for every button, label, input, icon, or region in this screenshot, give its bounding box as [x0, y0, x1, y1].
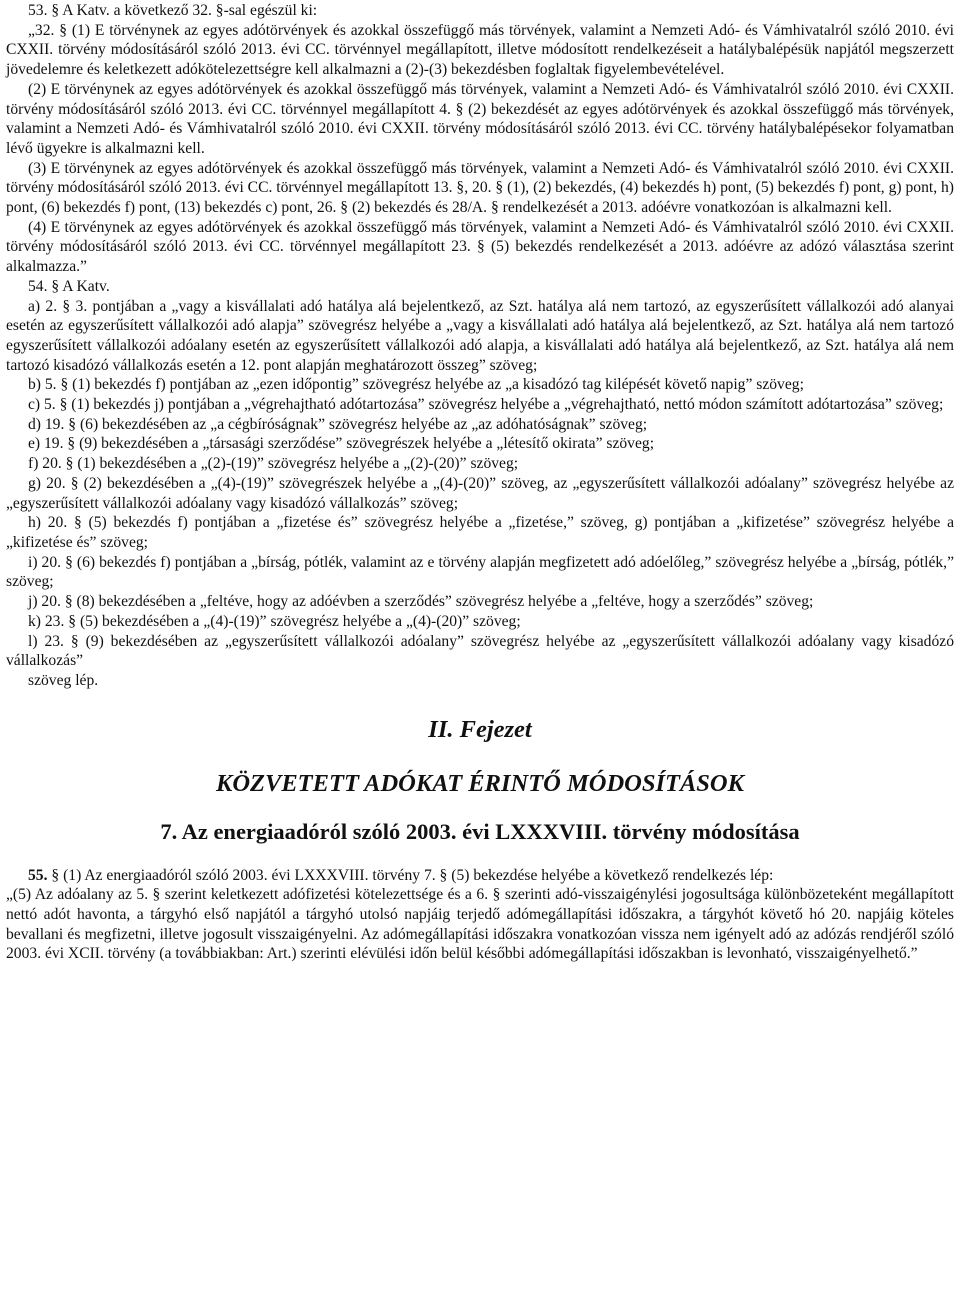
amendment-l: l) 23. § (9) bekezdésében az „egyszerűsített vállalkozói adóalany” szövegrész helyébe az „egyszerűsített vállalkozói adóalany vagy kisadózó vállalkozás” — [6, 632, 954, 670]
amendment-c: c) 5. § (1) bekezdés j) pontjában a „végrehajtható adótartozása” szövegrész helyébe a „végrehajtható, nettó módon számított adótartozása” szöveg; — [28, 396, 944, 414]
closing-phrase: szöveg lép. — [28, 671, 99, 689]
section-55-number: 55. — [28, 866, 48, 884]
section-54-heading: 54. § A Katv. — [28, 277, 110, 295]
section-55-body: „(5) Az adóalany az 5. § szerint keletkezett adófizetési kötelezettsége és a 6. § szerinti adó-visszaigénylési jogosultsága különbözeteként megállapított nettó adót havonta, a tárgyhó első napjától a tárgyhó utolsó napjáig terjedő adómegállapítási időszakra, a tárgyhót követő hó 20. napjáig köteles bevallani és megfizetni, illetve jogosult visszaigényelni. Az adómegállapítási időszakra vonatkozóan vissza nem igényelt adó az adózás rendjéről szóló 2003. évi XCII. törvény (a továbbiakban: Art.) szerinti elévülési időn belül későbbi adómegállapítási időszakban is levonható, visszaigényelhető.” — [6, 886, 954, 963]
section-55-heading — [6, 866, 954, 886]
amendment-j: j) 20. § (8) bekezdésében a „feltéve, hogy az adóévben a szerződés” szövegrész helyébe a „feltéve, hogy a szerződés” szöveg; — [28, 593, 814, 611]
act-title: 7. Az energiaadóról szóló 2003. évi LXXXVIII. törvény módosítása — [160, 818, 800, 844]
amendment-k: k) 23. § (5) bekezdésében a „(4)-(19)” szövegrész helyébe a „(4)-(20)” szöveg; — [28, 612, 521, 630]
chapter-title: KÖZVETETT ADÓKAT ÉRINTŐ MÓDOSÍTÁSOK — [216, 769, 744, 797]
section-32-paragraph-3: (3) E törvénynek az egyes adótörvények és azokkal összefüggő más törvények, valamint a Nemzeti Adó- és Vámhivatalról szóló 2010. évi CXXII. törvény módosításáról szóló 2013. évi CC. törvénnyel megállapított 13. §, 20. § (1), (2) bekezdés, (4) bekezdés h) pont, (5) bekezdés f) pont, g) pont, h) pont, (6) bekezdés f) pont, (13) bekezdés c) pont, 26. § (2) bekezdés és 28/A. § rendelkezését a 2013. adóévre vonatkozóan is alkalmazni kell. — [6, 159, 954, 217]
amendment-b: b) 5. § (1) bekezdés f) pontjában az „ezen időpontig” szövegrész helyébe az „a kisadózó tag kilépését követő napig” szöveg; — [28, 376, 804, 394]
amendment-g: g) 20. § (2) bekezdésében a „(4)-(19)” szövegrészek helyébe a „(4)-(20)” szöveg, az „egyszerűsített vállalkozói adóalany” szövegrész helyébe az „egyszerűsített vállalkozói adóalany vagy kisadózó vállalkozás” szöveg; — [6, 474, 954, 512]
section-55-heading-text: § (1) Az energiaadóról szóló 2003. évi LXXXVIII. törvény 7. § (5) bekezdése helyébe a következő rendelkezés lép: — [47, 866, 774, 884]
chapter-number: II. Fejezet — [428, 715, 532, 743]
amendment-h: h) 20. § (5) bekezdés f) pontjában a „fizetése és” szövegrész helyébe a „fizetése,” szöveg, g) pontjában a „kifizetése” szövegrész helyébe a „kifizetése és” szöveg; — [6, 514, 954, 551]
amendment-e: e) 19. § (9) bekezdésében a „társasági szerződése” szövegrészek helyébe a „létesítő okirata” szöveg; — [28, 435, 655, 453]
section-32-paragraph-1: „32. § (1) E törvénynek az egyes adótörvények és azokkal összefüggő más törvények, valamint a Nemzeti Adó- és Vámhivatalról szóló 2010. évi CXXII. törvény módosításáról szóló 2013. évi CC. törvénnyel megállapított, illetve módosított rendelkezéseit a hatálybalépésük napjától megszerzett jövedelemre és keletkezett adókötelezettségre kell alkalmazni a (2)-(3) bekezdésben foglaltak figyelembevételével. — [6, 21, 954, 79]
amendment-a: a) 2. § 3. pontjában a „vagy a kisvállalati adó hatálya alá bejelentkező, az Szt. hatálya alá nem tartozó, az egyszerűsített vállalkozói adó alanyai esetén az egyszerűsített vállalkozói adó alapja” szövegrész helyébe a „vagy a kisvállalati adó hatálya alá bejelentkező, az Szt. hatálya alá nem tartozó egyszerűsített vállalkozói adóalany esetén az egyszerűsített vállalkozói adó alapja, a kisvállalati adó hatálya alá bejelentkező, az Szt. hatálya alá nem tartozó kisadózó vállalkozás esetén a 12. pont alapján meghatározott összeg” szöveg; — [6, 297, 954, 374]
section-32-paragraph-4: (4) E törvénynek az egyes adótörvények és azokkal összefüggő más törvények, valamint a Nemzeti Adó- és Vámhivatalról szóló 2010. évi CXXII. törvény módosításáról szóló 2013. évi CC. törvénnyel megállapított 23. § (5) bekezdés rendelkezését a 2013. adóévre az adózó választása szerint alkalmazza.” — [6, 218, 954, 276]
amendment-f: f) 20. § (1) bekezdésében a „(2)-(19)” szövegrész helyébe a „(2)-(20)” szöveg; — [28, 455, 519, 473]
amendment-i: i) 20. § (6) bekezdés f) pontjában a „bírság, pótlék, valamint az e törvény alapján megfizetett adó adóelőleg,” szövegrész helyébe a „bírság, pótlék,” szöveg; — [6, 553, 954, 591]
section-53-heading: 53. § A Katv. a következő 32. §-sal egészül ki: — [28, 2, 318, 19]
amendment-d: d) 19. § (6) bekezdésében az „a cégbíróságnak” szövegrész helyébe az „az adóhatóságnak” szöveg; — [28, 415, 648, 433]
section-32-paragraph-2: (2) E törvénynek az egyes adótörvények és azokkal összefüggő más törvények, valamint a Nemzeti Adó- és Vámhivatalról szóló 2010. évi CXXII. törvény módosításáról szóló 2013. évi CC. törvénnyel megállapított 4. § (2) bekezdését az egyes adótörvények és azokkal összefüggő más törvények, valamint a Nemzeti Adó- és Vámhivatalról szóló 2010. évi CXXII. törvény módosításáról szóló 2013. évi CC. törvény hatálybalépésekor folyamatban lévő ügyekre is alkalmazni kell. — [6, 80, 954, 157]
